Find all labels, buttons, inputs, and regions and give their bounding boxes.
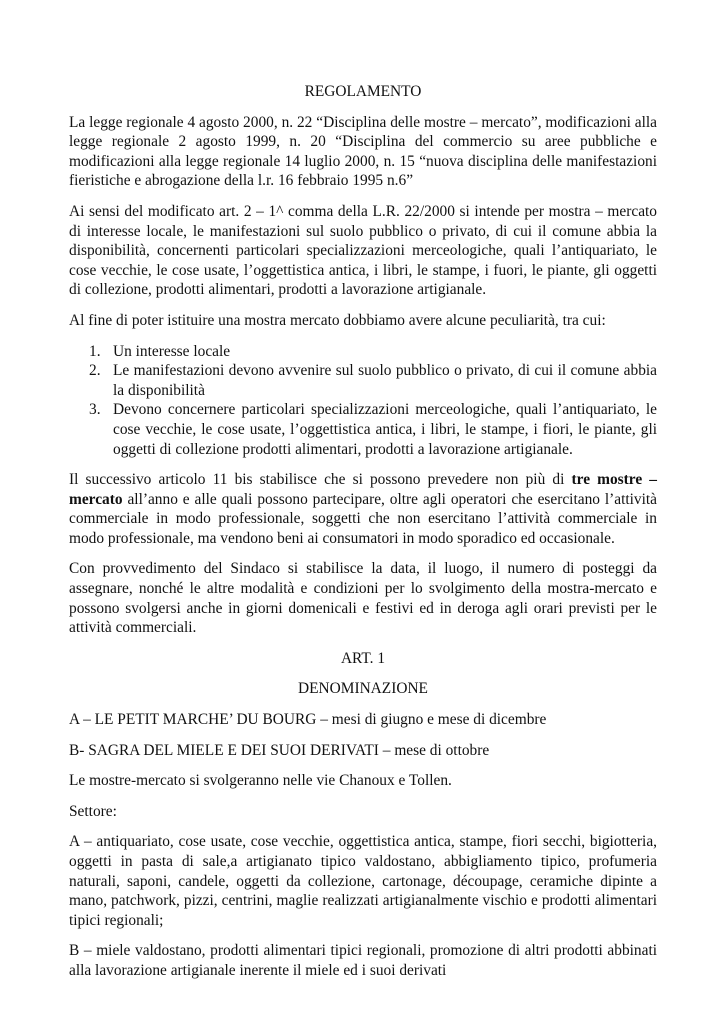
denominazione-heading: DENOMINAZIONE xyxy=(298,680,428,698)
art1-heading: ART. 1 xyxy=(340,649,386,667)
document-title: REGOLAMENTO xyxy=(304,83,422,100)
list-item-text: Devono concernere particolari specializzazioni merceologiche, quali l’antiquariato, le cose vecchie, le cose usate, l’oggettistica antica, i libri, le stampe, i fiori, le piante, gli oggetti di collezione prodotti alimentari, prodotti a lavorazione artigianale. xyxy=(113,401,657,458)
list-item-text: Le manifestazioni devono avvenire sul suolo pubblico o privato, di cui il comune abbia la disponibilità xyxy=(113,362,657,399)
settore-a-paragraph: A – antiquariato, cose usate, cose vecchie, oggettistica antica, stampe, fiori secchi, bigiotteria, oggetti in pasta di sale,a artigianato tipico valdostano, abbigliamento tipico, profumeria naturali, saponi, candele, oggetti da collezione, cartonage, découpage, ceramiche dipinte a mano, patchwork, pizzi, centrini, maglie realizzati artigianalmente vischio e prodotti alimentari tipici regionali; xyxy=(69,833,657,929)
requirements-intro: Al fine di poter istituire una mostra mercato dobbiamo avere alcune peculiarità, tra cui: xyxy=(69,311,606,329)
definition-paragraph: Ai sensi del modificato art. 2 – 1^ comma della L.R. 22/2000 si intende per mostra – mercato di interesse locale, le manifestazioni sul suolo pubblico o privato, di cui il comune abbia la disponibilità, concernenti particolari specializzazioni merceologiche, quali l’antiquariato, le cose vecchie, le cose usate, l’oggettistica antica, i libri, le stampe, i fuori, le piante, gli oggetti di collezione, prodotti alimentari, prodotti a lavorazione artigianale. xyxy=(69,202,657,299)
list-item-text: Un interesse locale xyxy=(113,342,231,360)
list-item xyxy=(69,342,657,362)
list-item xyxy=(69,400,657,459)
sindaco-paragraph: Con provvedimento del Sindaco si stabilisce la data, il luogo, il numero di posteggi da assegnare, nonché le altre modalità e condizioni per lo svolgimento della mostra-mercato e possono svolgersi anche in giorni domenicali e festivi ed in deroga agli orari previsti per le attività commerciali. xyxy=(69,560,657,637)
list-number: 1. xyxy=(89,342,101,360)
list-number: 3. xyxy=(89,401,101,419)
intro-paragraph: La legge regionale 4 agosto 2000, n. 22 “Disciplina delle mostre – mercato”, modificazioni alla legge regionale 2 agosto 1999, n. 20 “Disciplina del commercio su aree pubbliche e modificazioni alla legge regionale 14 luglio 2000, n. 15 “nuova disciplina delle manifestazioni fieristiche e abrogazione della l.r. 16 febbraio 1995 n.6” xyxy=(69,113,657,190)
art11-paragraph xyxy=(69,470,657,548)
location-paragraph: Le mostre-mercato si svolgeranno nelle vie Chanoux e Tollen. xyxy=(69,772,452,790)
art11-text-after: all’anno e alle quali possono partecipare, oltre agli operatori che esercitano l’attività commerciale in modo professionale, soggetti che non esercitano l’attività commerciale in modo professionale, ma vendono beni ai consumatori in modo sporadico ed occasionale. xyxy=(69,490,657,547)
requirements-list xyxy=(69,342,657,460)
event-b: B- SAGRA DEL MIELE E DEI SUOI DERIVATI – mese di ottobre xyxy=(69,741,490,759)
list-item xyxy=(69,361,657,400)
settore-label: Settore: xyxy=(69,802,117,820)
settore-b-paragraph: B – miele valdostano, prodotti alimentari tipici regionali, promozione di altri prodotti abbinati alla lavorazione artigianale inerente il miele ed i suoi derivati xyxy=(69,942,657,979)
event-a: A – LE PETIT MARCHE’ DU BOURG – mesi di giugno e mese di dicembre xyxy=(69,711,547,729)
art11-text-before: Il successivo articolo 11 bis stabilisce che si possono prevedere non più di xyxy=(69,471,572,489)
art11-bold-text: tre mostre – mercato xyxy=(69,471,658,508)
list-number: 2. xyxy=(89,362,101,380)
document-page xyxy=(69,82,657,992)
